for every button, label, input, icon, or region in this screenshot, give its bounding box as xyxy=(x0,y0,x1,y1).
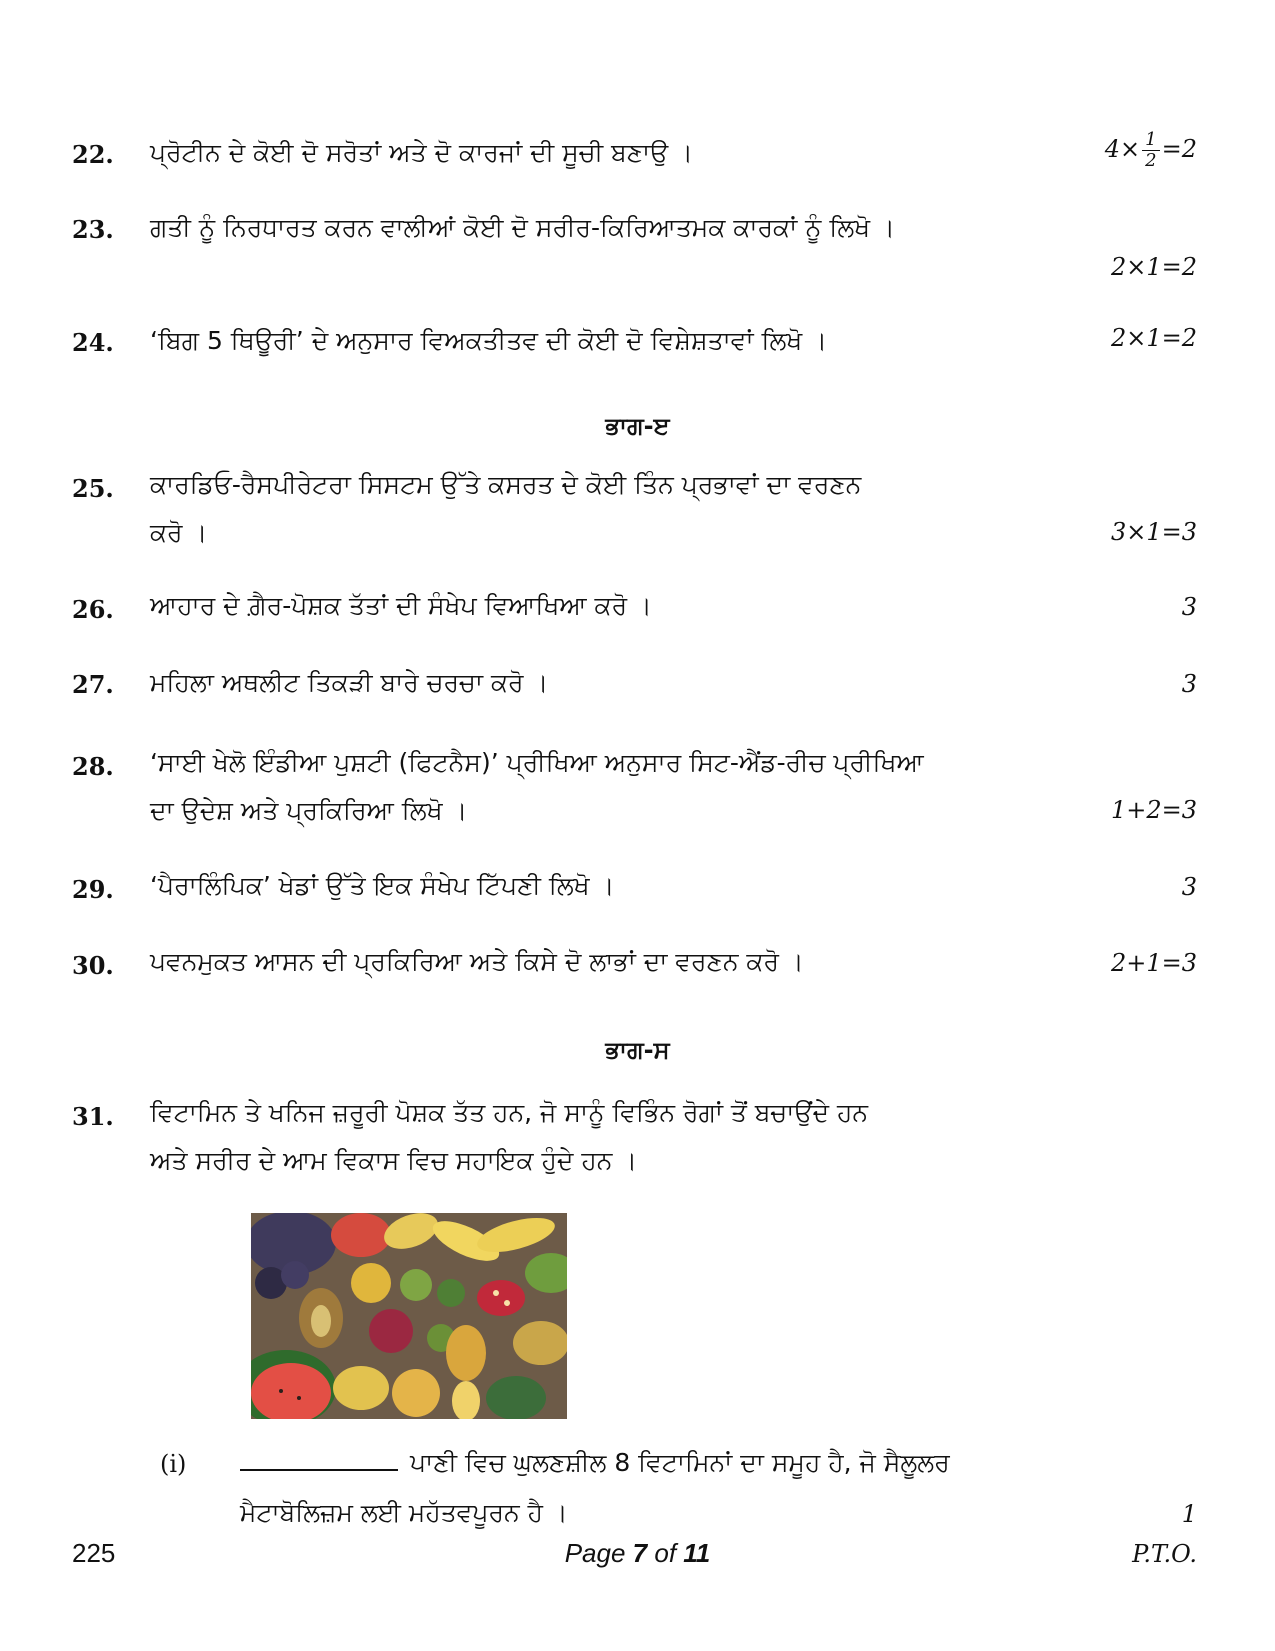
question-number: 26. xyxy=(72,595,114,624)
question-number: 27. xyxy=(72,670,114,699)
question-marks: 2×1=2 xyxy=(1110,324,1197,352)
question-marks: 3×1=3 xyxy=(1110,518,1197,546)
question-number: 30. xyxy=(72,951,114,980)
question-text-line1: ਵਿਟਾਮਿਨ ਤੇ ਖਨਿਜ ਜ਼ਰੂਰੀ ਪੋਸ਼ਕ ਤੱਤ ਹਨ, ਜੋ ਸਾਨੂੰ ਵਿਭਿੰਨ ਰੋਗਾਂ ਤੋਂ ਬਚਾਉਂਦੇ ਹਨ xyxy=(150,1098,868,1127)
fill-in-blank xyxy=(240,1445,398,1471)
question-number: 31. xyxy=(72,1102,114,1131)
question-text: ‘ਪੈਰਾਲਿੰਪਿਕ’ ਖੇਡਾਂ ਉੱਤੇ ਇਕ ਸੰਖੇਪ ਟਿੱਪਣੀ ਲਿਖੋ । xyxy=(150,871,615,900)
fruit-photo xyxy=(251,1213,567,1419)
page-number: Page 7 of 11 xyxy=(564,1538,711,1568)
question-number: 24. xyxy=(72,328,114,357)
question-marks: 3 xyxy=(1181,873,1197,901)
question-marks: 3 xyxy=(1181,670,1197,698)
question-number: 23. xyxy=(72,215,114,244)
sub-question-label: (i) xyxy=(160,1450,187,1478)
fraction: $\frac{1}{2}$ xyxy=(1142,130,1159,171)
question-marks: 4× $\frac{1}{2}$ =2 xyxy=(1104,129,1197,171)
question-text: ਮਹਿਲਾ ਅਥਲੀਟ ਤਿਕੜੀ ਬਾਰੇ ਚਰਚਾ ਕਰੋ । xyxy=(150,668,549,697)
question-marks: 3 xyxy=(1181,593,1197,621)
question-text-line2: ਕਰੋ । xyxy=(150,518,208,547)
question-text-line2: ਅਤੇ ਸਰੀਰ ਦੇ ਆਮ ਵਿਕਾਸ ਵਿਚ ਸਹਾਇਕ ਹੁੰਦੇ ਹਨ । xyxy=(150,1146,638,1175)
question-text: ‘ਬਿਗ 5 ਥਿਊਰੀ’ ਦੇ ਅਨੁਸਾਰ ਵਿਅਕਤੀਤਵ ਦੀ ਕੋਈ ਦੋ ਵਿਸ਼ੇਸ਼ਤਾਵਾਂ ਲਿਖੋ । xyxy=(150,326,828,355)
question-number: 22. xyxy=(72,140,114,169)
sub-question-line2: ਮੈਟਾਬੋਲਿਜ਼ਮ ਲਈ ਮਹੱਤਵਪੂਰਨ ਹੈ । xyxy=(240,1498,568,1527)
sub-question-line1: ਪਾਣੀ ਵਿਚ ਘੁਲਣਸ਼ੀਲ 8 ਵਿਟਾਮਿਨਾਂ ਦਾ ਸਮੂਹ ਹੈ, ਜੋ ਸੈਲੂਲਰ xyxy=(240,1440,1220,1486)
question-marks: 2×1=2 xyxy=(1110,253,1197,281)
section-heading-c: ਭਾਗ-ੲ xyxy=(605,412,670,440)
question-number: 28. xyxy=(72,752,114,781)
question-text: ਪਵਨਮੁਕਤ ਆਸਨ ਦੀ ਪ੍ਰਕਿਰਿਆ ਅਤੇ ਕਿਸੇ ਦੋ ਲਾਭਾਂ ਦਾ ਵਰਣਨ ਕਰੋ । xyxy=(150,947,804,976)
question-text-line1: ‘ਸਾਈ ਖੇਲੋ ਇੰਡੀਆ ਪੁਸ਼ਟੀ (ਫਿਟਨੈਸ)’ ਪ੍ਰੀਖਿਆ ਅਨੁਸਾਰ ਸਿਟ-ਐਂਡ-ਰੀਚ ਪ੍ਰੀਖਿਆ xyxy=(150,748,924,777)
pto-label: P.T.O. xyxy=(1132,1540,1197,1568)
fruit-illustration xyxy=(251,1213,567,1419)
question-text: ਆਹਾਰ ਦੇ ਗ਼ੈਰ-ਪੋਸ਼ਕ ਤੱਤਾਂ ਦੀ ਸੰਖੇਪ ਵਿਆਖਿਆ ਕਰੋ । xyxy=(150,591,652,620)
question-text: ਗਤੀ ਨੂੰ ਨਿਰਧਾਰਤ ਕਰਨ ਵਾਲੀਆਂ ਕੋਈ ਦੋ ਸਰੀਰ-ਕਿਰਿਆਤਮਕ ਕਾਰਕਾਂ ਨੂੰ ਲਿਖੋ । xyxy=(150,213,895,242)
question-marks: 2+1=3 xyxy=(1110,949,1197,977)
question-text: ਪ੍ਰੋਟੀਨ ਦੇ ਕੋਈ ਦੋ ਸਰੋਤਾਂ ਅਤੇ ਦੋ ਕਾਰਜਾਂ ਦੀ ਸੂਚੀ ਬਣਾਉ । xyxy=(150,138,693,167)
question-text-line1: ਕਾਰਡਿਓ-ਰੈਸਪੀਰੇਟਰਾ ਸਿਸਟਮ ਉੱਤੇ ਕਸਰਤ ਦੇ ਕੋਈ ਤਿੰਨ ਪ੍ਰਭਾਵਾਂ ਦਾ ਵਰਣਨ xyxy=(150,470,862,499)
section-heading-d: ਭਾਗ-ਸ xyxy=(605,1036,670,1064)
sub-question-marks: 1 xyxy=(1181,1500,1197,1528)
question-text-line2: ਦਾ ਉਦੇਸ਼ ਅਤੇ ਪ੍ਰਕਿਰਿਆ ਲਿਖੋ । xyxy=(150,796,468,825)
paper-code: 225 xyxy=(72,1538,116,1568)
question-number: 29. xyxy=(72,875,114,904)
question-marks: 1+2=3 xyxy=(1110,796,1197,824)
question-number: 25. xyxy=(72,474,114,503)
